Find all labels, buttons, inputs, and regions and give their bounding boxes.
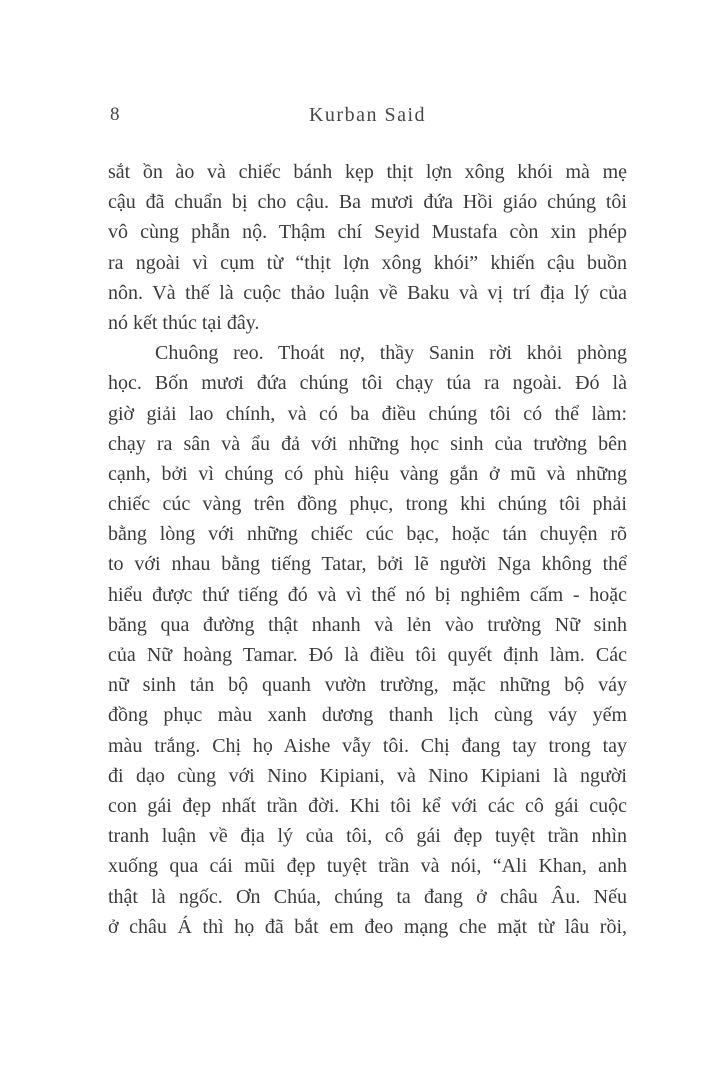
text-line: chạy ra sân và ẩu đả với những học sinh của trường bên xyxy=(108,432,627,455)
text-line: xuống qua cái mũi đẹp tuyệt trần và nói, “Ali Khan, anh xyxy=(108,855,627,878)
text-line: bằng lòng với những chiếc cúc bạc, hoặc tán chuyện rõ xyxy=(108,523,627,546)
text-line: nó kết thúc tại đây. xyxy=(108,311,260,334)
text-line: ra ngoài vì cụm từ “thịt lợn xông khói” khiến cậu buồn xyxy=(108,251,627,274)
running-header xyxy=(108,100,627,130)
paragraph xyxy=(108,338,627,942)
paragraph xyxy=(108,157,627,338)
text-line: tranh luận về địa lý của tôi, cô gái đẹp tuyệt trần nhìn xyxy=(108,825,627,848)
text-line: đồng phục màu xanh dương thanh lịch cùng váy yếm xyxy=(108,704,627,727)
text-line: học. Bốn mươi đứa chúng tôi chạy túa ra ngoài. Đó là xyxy=(108,372,627,395)
text-line: của Nữ hoàng Tamar. Đó là điều tôi quyết định làm. Các xyxy=(108,644,627,666)
text-line: nôn. Và thế là cuộc thảo luận về Baku và vị trí địa lý của xyxy=(108,281,627,304)
text-line: thật là ngốc. Ơn Chúa, chúng ta đang ở châu Âu. Nếu xyxy=(108,885,627,908)
page-number: 8 xyxy=(110,104,120,125)
text-line: cạnh, bởi vì chúng có phù hiệu vàng gắn ở mũ và những xyxy=(108,462,627,485)
running-head-title: Kurban Said xyxy=(308,104,427,126)
text-line: sắt ồn ào và chiếc bánh kẹp thịt lợn xông khói mà mẹ xyxy=(108,161,627,183)
body-text xyxy=(108,157,627,942)
text-line: giờ giải lao chính, và có ba điều chúng tôi có thể làm: xyxy=(108,402,627,425)
text-line: đi dạo cùng với Nino Kipiani, và Nino Kipiani là người xyxy=(108,764,627,787)
text-line: ở châu Á thì họ đã bắt em đeo mạng che mặt từ lâu rồi, xyxy=(108,915,627,938)
text-line: màu trắng. Chị họ Aishe vẫy tôi. Chị đang tay trong tay xyxy=(108,734,627,757)
text-line: con gái đẹp nhất trần đời. Khi tôi kể với các cô gái cuộc xyxy=(108,794,627,817)
text-line: hiểu được thứ tiếng đó và vì thế nó bị nghiêm cấm - hoặc xyxy=(108,583,627,606)
text-line: băng qua đường thật nhanh và lẻn vào trường Nữ sinh xyxy=(108,613,627,636)
text-line: chiếc cúc vàng trên đồng phục, trong khi chúng tôi phải xyxy=(108,493,627,516)
text-line: cậu đã chuẩn bị cho cậu. Ba mươi đứa Hồi giáo chúng tôi xyxy=(108,191,627,214)
text-line: to với nhau bằng tiếng Tatar, bởi lẽ người Nga không thể xyxy=(108,553,627,576)
text-line: Chuông reo. Thoát nợ, thầy Sanin rời khỏi phòng xyxy=(155,342,627,365)
text-line: vô cùng phẫn nộ. Thậm chí Seyid Mustafa còn xin phép xyxy=(108,221,627,244)
text-line: nữ sinh tản bộ quanh vườn trường, mặc những bộ váy xyxy=(108,674,627,697)
